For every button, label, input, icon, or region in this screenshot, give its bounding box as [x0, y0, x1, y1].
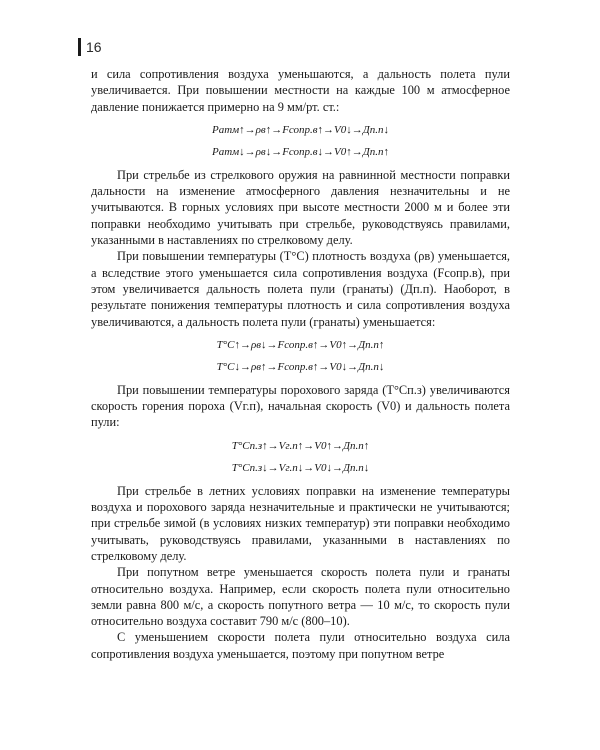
- paragraph-6: При попутном ветре уменьшается скорость полета пули и гранаты относительно воздуха. Например, если скорость полета пули относительно земли равна 800 м/с, а скорость попутного ветра — 10 м/с, то скорость пули относительно воздуха составит 790 м/с (800–10).: [91, 565, 510, 629]
- formula-pressure-down: Pатм↓→ρв↓→Fсопр.в↓→V0↑→Дп.п↑: [211, 145, 390, 158]
- page-body: [91, 66, 510, 662]
- paragraph-1: и сила сопротивления воздуха уменьшаются, а дальность полета пули увеличивается. При повышении местности на каждые 100 м атмосферное давление понижается примерно на 9 мм/рт. ст.:: [91, 67, 510, 114]
- paragraph-4: При повышении температуры порохового заряда (T°Cп.з) увеличиваются скорость горения пороха (Vг.п), начальная скорость (V0) и дальность полета пули:: [91, 382, 510, 430]
- page-number: 16: [86, 39, 102, 55]
- charge-formulas: [91, 438, 510, 476]
- temperature-formulas: [91, 337, 510, 375]
- paragraph-3: При повышении температуры (T°C) плотность воздуха (ρв) уменьшается, а вследствие этого уменьшается сила сопротивления воздуха (Fсопр.в), при этом увеличивается дальность полета пули (гранаты) (Дп.п). Наоборот, в результате понижения температуры плотность и сила сопротивления воздуха увеличиваются, а дальность полета пули (гранаты) уменьшается:: [91, 249, 510, 329]
- pressure-formulas: [91, 122, 510, 160]
- formula-temp-up: T°C↑→ρв↓→Fсопр.в↑→V0↑→Дп.п↑: [216, 338, 385, 351]
- paragraph-5: При стрельбе в летних условиях поправки на изменение температуры воздуха и порохового заряда незначительные и практически не учитываются; при стрельбе зимой (в условиях низких температур) эти поправки необходимо учитывать, руководствуясь правилами, указанными в наставлениях по стрелковому делу.: [91, 483, 510, 563]
- paragraph-7: С уменьшением скорости полета пули относительно воздуха сила сопротивления воздуха уменьшается, поэтому при попутном ветре: [91, 630, 510, 661]
- header-bar: [78, 38, 81, 56]
- paragraph-2: При стрельбе из стрелкового оружия на равнинной местности поправки дальности на изменение атмосферного давления незначительны и не учитываются. В горных условиях при высоте местности 2000 м и более эти поправки необходимо учитывать при стрельбе, руководствуясь правилами, указанными в наставлениях по стрелковому делу.: [91, 167, 510, 248]
- formula-pressure-up: Pатм↑→ρв↑→Fсопр.в↑→V0↓→Дп.п↓: [211, 123, 390, 136]
- formula-charge-up: T°Cп.з↑→Vг.п↑→V0↑→Дп.п↑: [231, 439, 370, 452]
- formula-charge-down: T°Cп.з↓→Vг.п↓→V0↓→Дп.п↓: [231, 461, 370, 474]
- formula-temp-down: T°C↓→ρв↑→Fсопр.в↑→V0↓→Дп.п↓: [216, 360, 385, 373]
